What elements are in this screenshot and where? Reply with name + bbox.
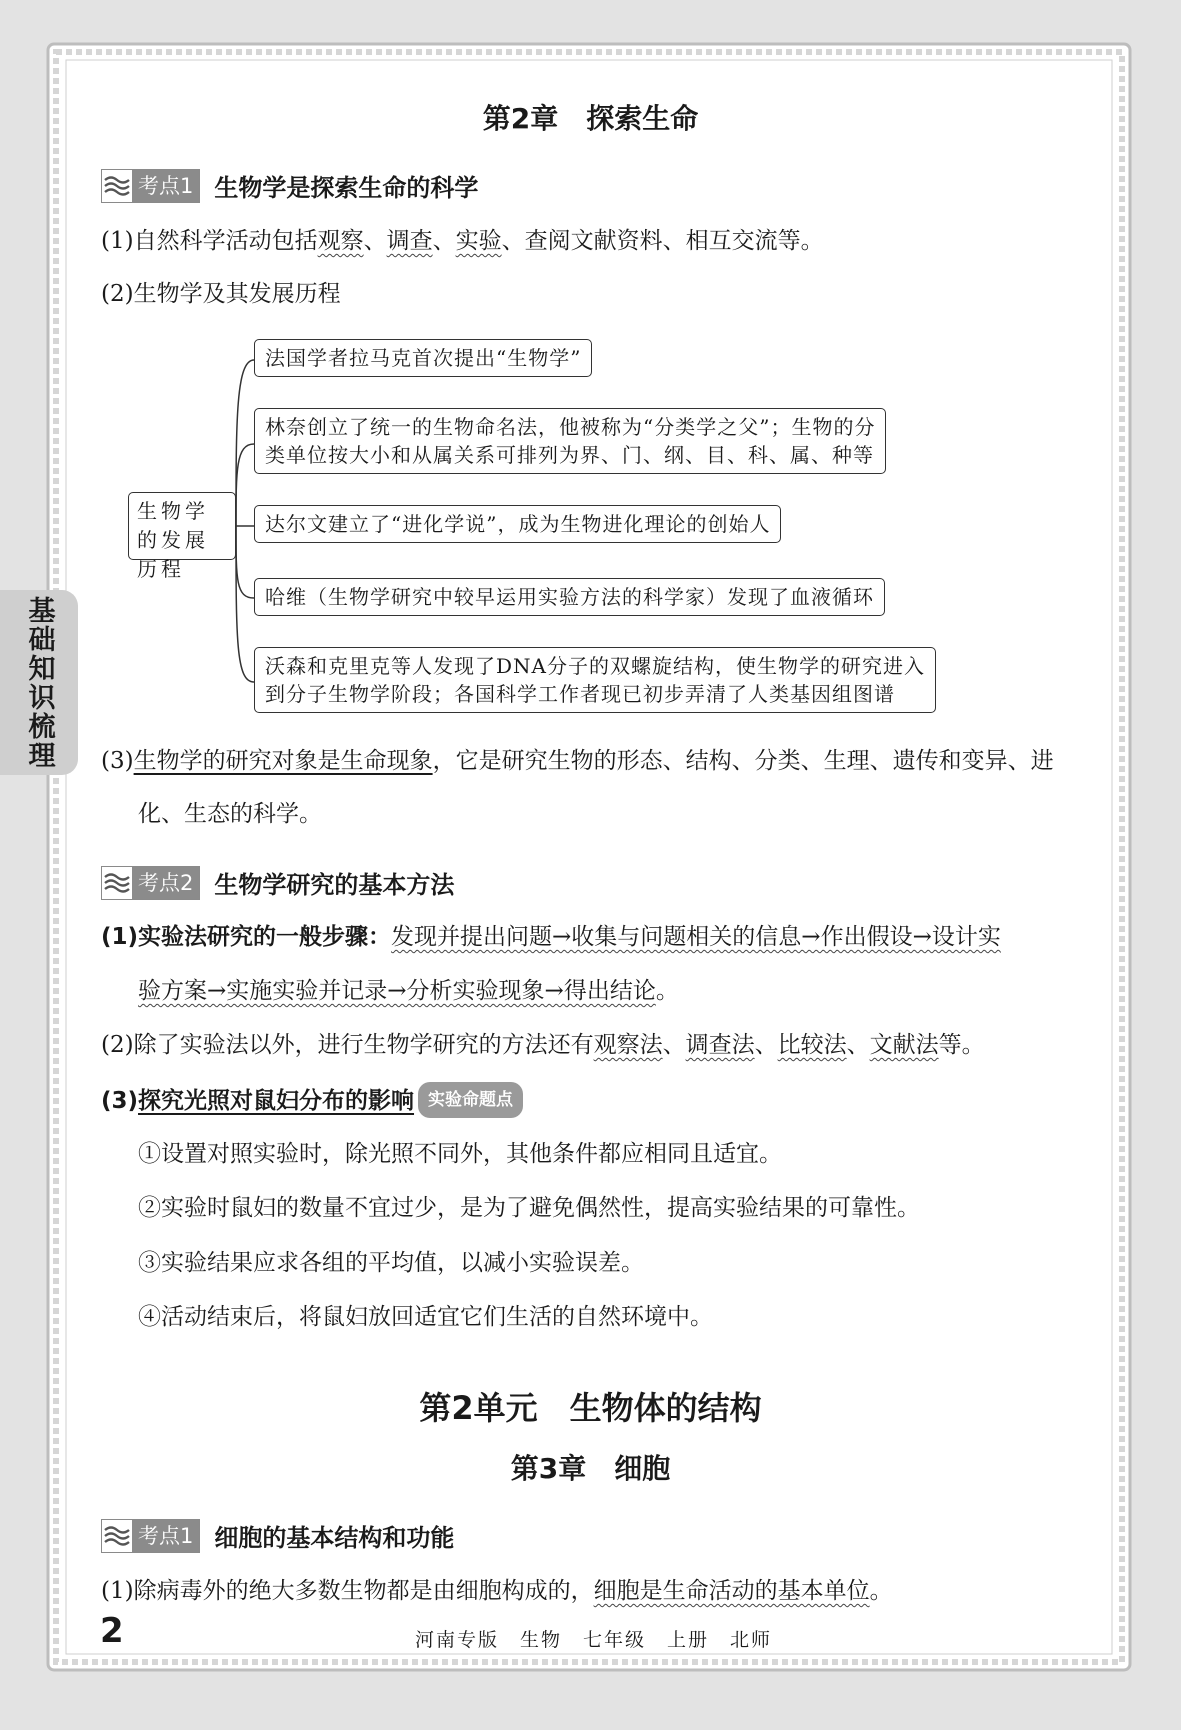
text: 。 [869, 1578, 893, 1604]
text: 等。 [938, 1032, 985, 1058]
text: 、查阅文献资料、相互交流等。 [501, 228, 824, 254]
kaodian-badge [101, 1519, 200, 1553]
chapter-title: 第3章 细胞 [510, 1452, 671, 1485]
list-item: ③实验结果应求各组的平均值，以减小实验误差。 [138, 1250, 644, 1276]
chapter-title: 第2章 探索生命 [482, 102, 699, 135]
key-term: 比较法 [777, 1032, 847, 1058]
key-term: 验方案→实施实验并记录→分析实验现象→得出结论 [138, 978, 656, 1004]
diagram-branch: 哈维（生物学研究中较早运用实验方法的科学家）发现了血液循环 [254, 578, 885, 616]
key-term: 观察 [317, 228, 364, 254]
diagram-branch [254, 647, 936, 713]
paragraph-continued [138, 974, 679, 1008]
kaodian-label: 考点1 [132, 1520, 199, 1552]
kaodian-badge [101, 866, 200, 900]
text: 。 [655, 978, 679, 1004]
text: 、 [754, 1032, 778, 1058]
key-term: 观察法 [593, 1032, 663, 1058]
kaodian-header [101, 865, 454, 900]
kaodian-label: 考点1 [132, 170, 199, 202]
list-item: ①设置对照实验时，除光照不同外，其他条件都应相同且适宜。 [138, 1141, 782, 1167]
text: ，它是研究生物的形态、结构、分类、生理、遗传和变异、进 [432, 748, 1054, 774]
unit-title: 第2单元 生物体的结构 [419, 1389, 762, 1427]
waves-icon [102, 1521, 132, 1551]
key-term: 探究光照对鼠妇分布的影响 [138, 1088, 415, 1114]
text: (3) [101, 748, 134, 774]
text: (1)实验法研究的一般步骤： [101, 924, 392, 950]
paragraph [101, 1574, 893, 1608]
diagram-branch: 达尔文建立了“进化学说”，成为生物进化理论的创始人 [254, 505, 781, 543]
kaodian-header [101, 1518, 454, 1553]
paragraph [101, 920, 1001, 954]
diagram-center-node: 生物学的发展历程 [128, 492, 236, 560]
footer-text: 河南专版 生物 七年级 上册 北师 [415, 1629, 773, 1651]
key-term: 细胞是生命活动的基本单位 [593, 1578, 870, 1604]
branch-line: 类单位按大小和从属关系可排列为界、门、纲、目、科、属、种等 [265, 443, 874, 467]
list-item: ②实验时鼠妇的数量不宜过少，是为了避免偶然性，提高实验结果的可靠性。 [138, 1195, 920, 1221]
branch-line: 到分子生物学阶段；各国科学工作者现已初步弄清了人类基因组图谱 [265, 682, 895, 706]
paragraph-continued: 化、生态的科学。 [138, 801, 322, 827]
text: (1)除病毒外的绝大多数生物都是由细胞构成的， [101, 1578, 594, 1604]
text: 、 [662, 1032, 686, 1058]
side-tab-label: 基础知识梳理 [23, 595, 55, 770]
branch-line: 沃森和克里克等人发现了DNA分子的双螺旋结构，使生物学的研究进入 [265, 654, 925, 678]
paragraph: (2)生物学及其发展历程 [101, 281, 341, 307]
kaodian-title: 细胞的基本结构和功能 [214, 1524, 455, 1552]
kaodian-title: 生物学是探索生命的科学 [214, 174, 479, 202]
kaodian-title: 生物学研究的基本方法 [214, 871, 455, 899]
text: (1)自然科学活动包括 [101, 228, 318, 254]
kaodian-label: 考点2 [132, 867, 199, 899]
key-term: 发现并提出问题→收集与问题相关的信息→作出假设→设计实 [391, 924, 1001, 950]
key-term: 调查法 [685, 1032, 755, 1058]
key-term: 生物学的研究对象是生命现象 [133, 748, 433, 774]
list-item: ④活动结束后，将鼠妇放回适宜它们生活的自然环境中。 [138, 1304, 713, 1330]
paragraph [101, 1082, 523, 1118]
key-term: 调查 [386, 228, 433, 254]
key-term: 文献法 [869, 1032, 939, 1058]
waves-icon [102, 868, 132, 898]
paragraph [101, 1028, 985, 1062]
paragraph [101, 744, 1054, 778]
page-number: 2 [100, 1611, 124, 1651]
text: (3) [101, 1088, 139, 1114]
branch-line: 林奈创立了统一的生物命名法，他被称为“分类学之父”；生物的分 [265, 415, 876, 439]
diagram-branch: 法国学者拉马克首次提出“生物学” [254, 339, 592, 377]
text: 、 [432, 228, 456, 254]
experiment-tag: 实验命题点 [418, 1082, 523, 1118]
text: 、 [363, 228, 387, 254]
key-term: 实验 [455, 228, 502, 254]
text: 、 [846, 1032, 870, 1058]
diagram-branch [254, 408, 886, 474]
text: (2)除了实验法以外，进行生物学研究的方法还有 [101, 1032, 594, 1058]
